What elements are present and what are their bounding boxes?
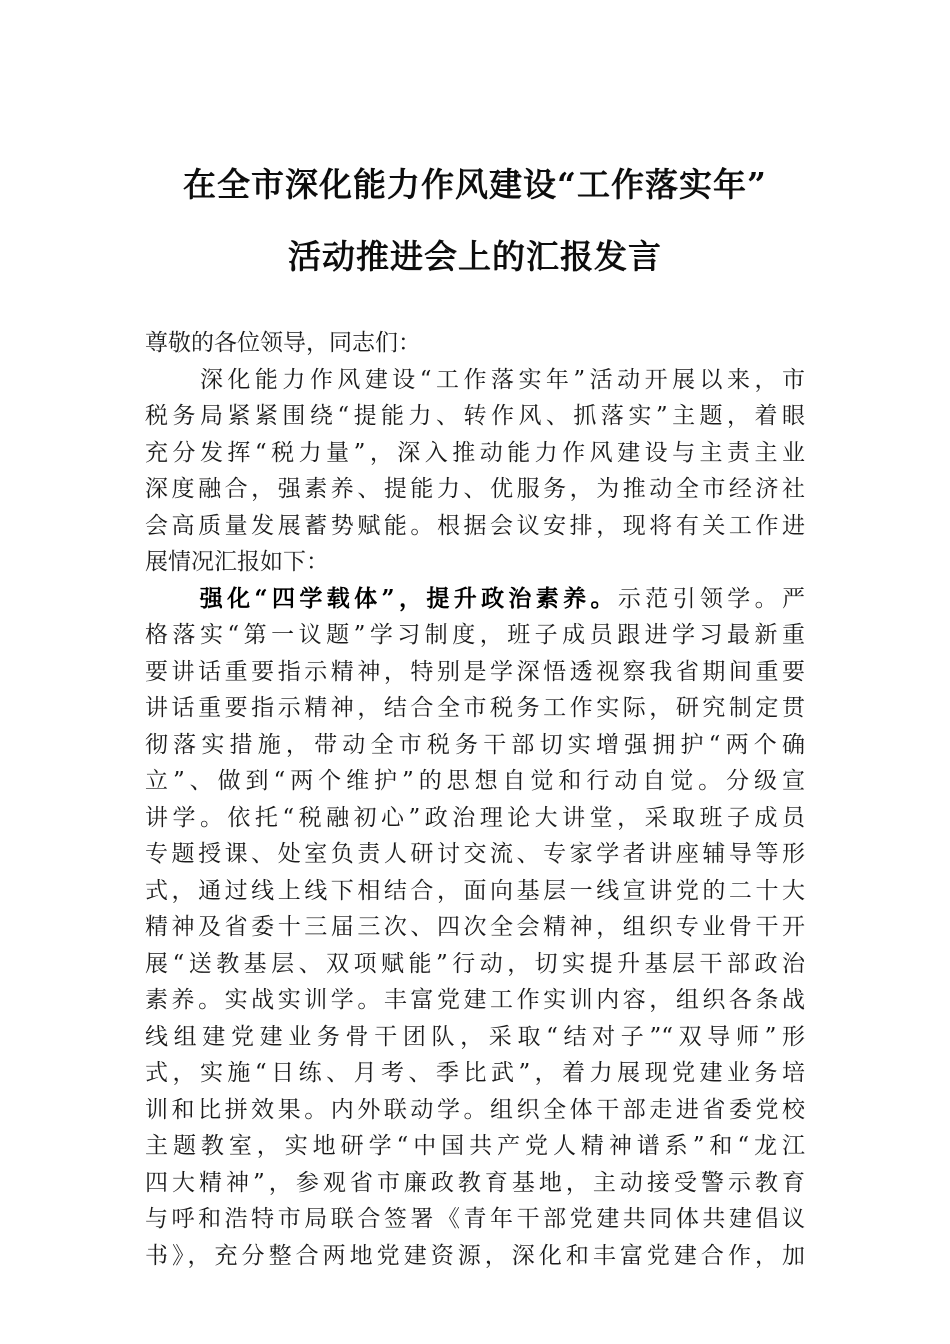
- body-line: [145, 1165, 805, 1202]
- body-line-text: 立”、做到“两个维护”的思想自觉和行动自觉。分级宣: [145, 768, 805, 794]
- body-line-text: 尊敬的各位领导，同志们：: [145, 330, 421, 356]
- body-line-text: 式，实施“日练、月考、季比武”，着力展现党建业务培: [145, 1060, 805, 1086]
- body-line-text: 式，通过线上线下相结合，面向基层一线宣讲党的二十大: [145, 877, 805, 904]
- body-line: [145, 435, 805, 472]
- body-line: [145, 1092, 805, 1129]
- body-line-text: 素养。实战实训学。丰富党建工作实训内容，组织各条战: [145, 987, 805, 1013]
- body-line-text: 四大精神”，参观省市廉政教育基地，主动接受警示教育: [145, 1169, 805, 1196]
- section-heading: 强化“四学载体”，提升政治素养。: [145, 584, 618, 612]
- body-line: [145, 617, 805, 654]
- body-line: [145, 1019, 805, 1056]
- body-line: [145, 362, 805, 399]
- body-line: [145, 800, 805, 837]
- body-line: [145, 763, 805, 800]
- body-line: [145, 836, 805, 873]
- body-line-text: 深度融合，强素养、提能力、优服务，为推动全市经济社: [145, 476, 805, 502]
- body-line-text: 税务局紧紧围绕“提能力、转作风、抓落实”主题，着眼: [145, 403, 805, 429]
- body-line-text: 讲话重要指示精神，结合全市税务工作实际，研究制定贯: [145, 695, 805, 721]
- body-line: [145, 654, 805, 691]
- body-line: [145, 1201, 805, 1238]
- body-line: [145, 581, 805, 618]
- body-line: [145, 398, 805, 435]
- body-line-text: 彻落实措施，带动全市税务干部切实增强拥护“两个确: [145, 731, 805, 758]
- body-line-text: 深化能力作风建设“工作落实年”活动开展以来，市: [145, 366, 805, 393]
- body-line: [145, 1055, 805, 1092]
- body-line-text: 训和比拼效果。内外联动学。组织全体干部走进省委党校: [145, 1096, 805, 1123]
- body-line-text: 主题教室，实地研学“中国共产党人精神谱系”和“龙江: [145, 1133, 805, 1159]
- body-line-text: 展“送教基层、双项赋能”行动，切实提升基层干部政治: [145, 950, 805, 977]
- body-line-text: 与呼和浩特市局联合签署《青年干部党建共同体共建倡议: [145, 1206, 805, 1232]
- body-line: [145, 946, 805, 983]
- body-line-text: 示范引领学。严: [617, 585, 805, 612]
- body-line-text: 要讲话重要指示精神，特别是学深悟透视察我省期间重要: [145, 658, 805, 685]
- document-title-line-1: 在全市深化能力作风建设“工作落实年”: [183, 165, 767, 204]
- document-body: [145, 325, 805, 1274]
- body-line: [145, 1238, 805, 1275]
- body-line: [145, 544, 805, 581]
- body-line: [145, 727, 805, 764]
- body-line: [145, 508, 805, 545]
- body-line-text: 格落实“第一议题”学习制度，班子成员跟进学习最新重: [145, 622, 805, 648]
- body-line-text: 书》，充分整合两地党建资源，深化和丰富党建合作，加: [145, 1242, 805, 1269]
- body-line-text: 专题授课、处室负责人研讨交流、专家学者讲座辅导等形: [145, 841, 805, 867]
- body-line: [145, 325, 805, 362]
- body-line-text: 讲学。依托“税融初心”政治理论大讲堂，采取班子成员: [145, 804, 805, 831]
- body-line: [145, 471, 805, 508]
- body-line-text: 展情况汇报如下：: [145, 549, 329, 575]
- body-line-text: 充分发挥“税力量”，深入推动能力作风建设与主责主业: [145, 439, 805, 466]
- body-line-text: 线组建党建业务骨干团队，采取“结对子”“双导师”形: [145, 1023, 805, 1050]
- body-line-text: 精神及省委十三届三次、四次全会精神，组织专业骨干开: [145, 914, 805, 940]
- body-line: [145, 909, 805, 946]
- body-line: [145, 982, 805, 1019]
- body-line: [145, 690, 805, 727]
- body-line: [145, 873, 805, 910]
- body-line: [145, 1128, 805, 1165]
- document-title-line-2: 活动推进会上的汇报发言: [288, 237, 662, 276]
- body-line-text: 会高质量发展蓄势赋能。根据会议安排，现将有关工作进: [145, 512, 805, 539]
